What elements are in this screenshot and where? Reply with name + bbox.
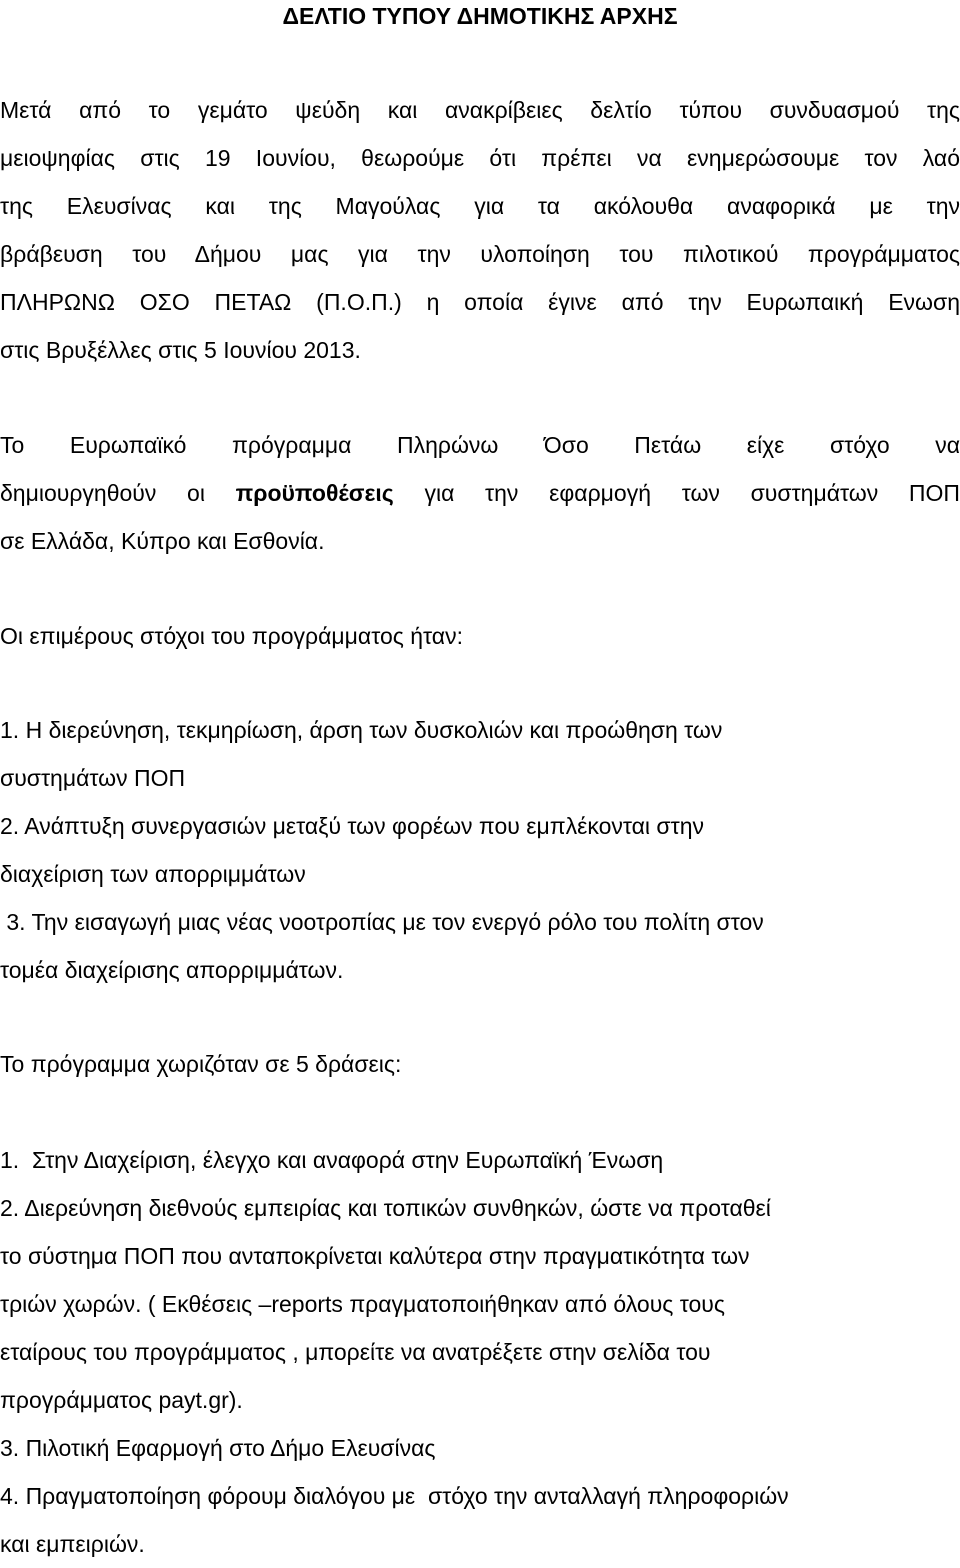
action-line: 2. Διερεύνηση διεθνούς εμπειρίας και τοπικών συνθηκών, ώστε να προταθεί: [0, 1195, 771, 1221]
actions-heading-text: Το πρόγραμμα χωριζόταν σε 5 δράσεις:: [0, 1051, 402, 1077]
action-line: 3. Πιλοτική Εφαρμογή στο Δήμο Ελευσίνας: [0, 1435, 436, 1461]
intro-line: στις Βρυξέλλες στις 5 Ιουνίου 2013.: [0, 337, 361, 363]
program-text: δημιουργηθούν οι: [0, 480, 236, 506]
goal-line: 2. Ανάπτυξη συνεργασιών μεταξύ των φορέων που εμπλέκονται στην: [0, 813, 704, 839]
actions-list: [0, 1136, 960, 1568]
bold-term: προϋποθέσεις: [235, 480, 394, 506]
program-text: για την εφαρμογή των συστημάτων ΠΟΠ: [393, 480, 960, 506]
action-line: και εμπειριών.: [0, 1531, 145, 1557]
actions-heading: [0, 1040, 960, 1088]
goals-heading-text: Οι επιμέρους στόχοι του προγράμματος ήταν:: [0, 623, 463, 649]
action-line: 4. Πραγματοποίηση φόρουμ διαλόγου με στόχο την ανταλλαγή πληροφοριών: [0, 1483, 789, 1509]
intro-line: ΠΛΗΡΩΝΩ ΟΣΟ ΠΕΤΑΩ (Π.Ο.Π.) η οποία έγινε από την Ευρωπαική Ενωση: [0, 289, 960, 315]
goal-line: διαχείριση των απορριμμάτων: [0, 861, 306, 887]
action-line: 1. Στην Διαχείριση, έλεγχο και αναφορά στην Ευρωπαϊκή Ένωση: [0, 1147, 664, 1173]
action-line: προγράμματος payt.gr).: [0, 1387, 243, 1413]
goal-line: 1. Η διερεύνηση, τεκμηρίωση, άρση των δυσκολιών και προώθηση των: [0, 717, 723, 743]
intro-paragraph: [0, 86, 960, 374]
goals-list: [0, 706, 960, 994]
document-title: ΔΕΛΤΙΟ ΤΥΠΟΥ ΔΗΜΟΤΙΚΗΣ ΑΡΧΗΣ: [282, 3, 678, 29]
intro-line: βράβευση του Δήμου μας για την υλοποίηση του πιλοτικού προγράμματος: [0, 241, 960, 267]
action-line: εταίρους του προγράμματος , μπορείτε να ανατρέξετε στην σελίδα του: [0, 1339, 711, 1365]
goals-heading: [0, 612, 960, 660]
action-line: τριών χωρών. ( Εκθέσεις –reports πραγματοποιήθηκαν από όλους τους: [0, 1291, 725, 1317]
program-paragraph: [0, 421, 960, 565]
goal-line: 3. Την εισαγωγή μιας νέας νοοτροπίας με τον ενεργό ρόλο του πολίτη στον: [0, 909, 764, 935]
program-line: σε Ελλάδα, Κύπρο και Εσθονία.: [0, 528, 325, 554]
goal-line: τομέα διαχείρισης απορριμμάτων.: [0, 957, 344, 983]
intro-line: μειοψηφίας στις 19 Ιουνίου, θεωρούμε ότι πρέπει να ενημερώσουμε τον λαό: [0, 145, 960, 171]
program-line: [0, 469, 960, 517]
action-line: το σύστημα ΠΟΠ που ανταποκρίνεται καλύτερα στην πραγματικότητα των: [0, 1243, 750, 1269]
program-line: Το Ευρωπαϊκό πρόγραμμα Πληρώνω Όσο Πετάω είχε στόχο να: [0, 432, 960, 458]
intro-line: της Ελευσίνας και της Μαγούλας για τα ακόλουθα αναφορικά με την: [0, 193, 960, 219]
intro-line: Μετά από το γεμάτο ψεύδη και ανακρίβειες δελτίο τύπου συνδυασμού της: [0, 97, 960, 123]
goal-line: συστημάτων ΠΟΠ: [0, 765, 186, 791]
